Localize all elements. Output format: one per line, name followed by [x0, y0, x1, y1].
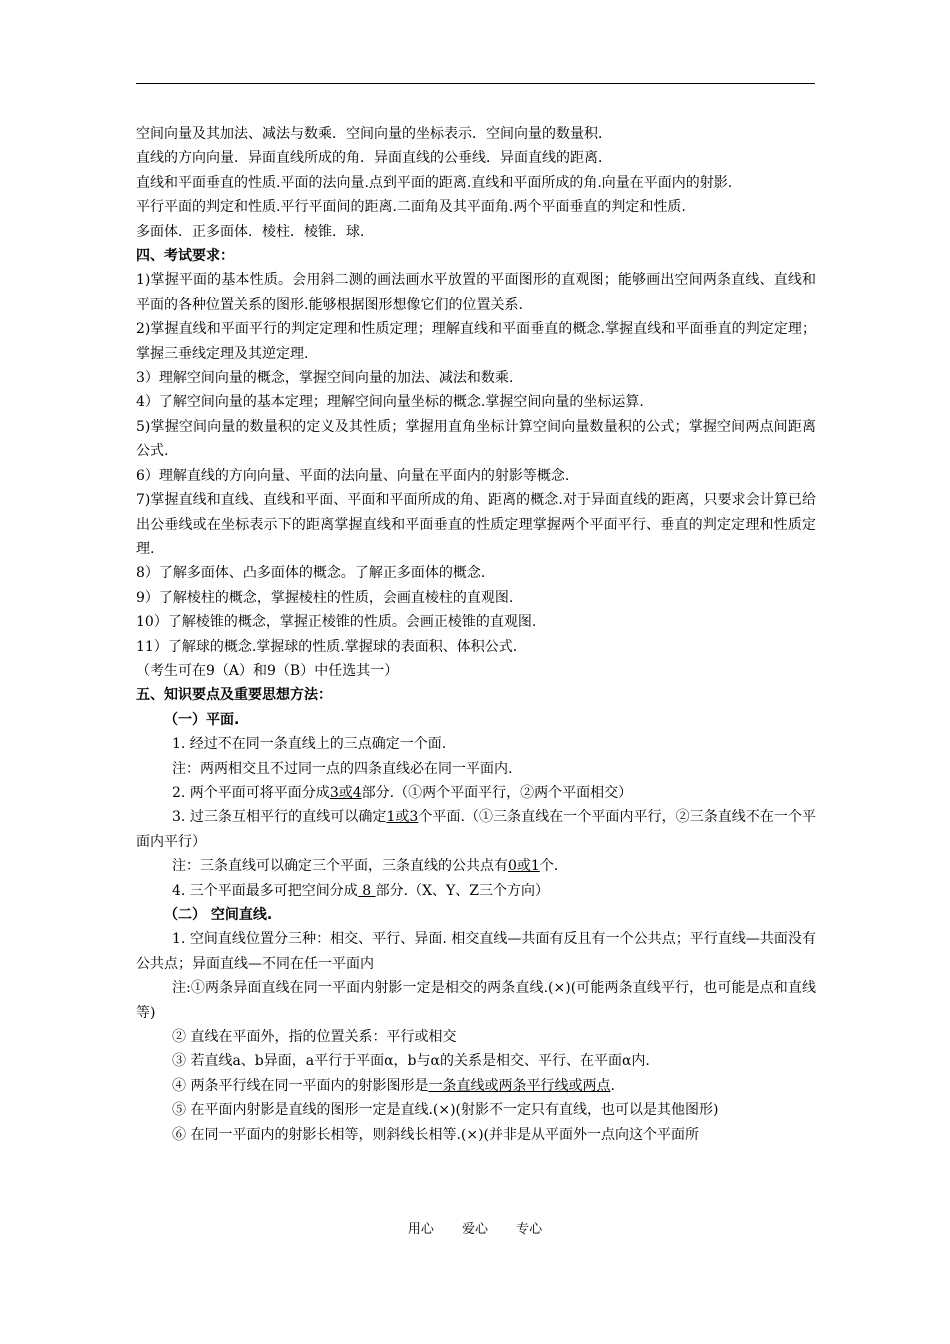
point-1: 1. 经过不在同一条直线上的三点确定一个面.: [172, 736, 447, 753]
requirement-item: 4）了解空间向量的基本定理；理解空间向量坐标的概念.掌握空间向量的坐标运算.: [136, 394, 644, 411]
line-note-1: 注:①两条异面直线在同一平面内射影一定是相交的两条直线.(×)(可能两条直线平行，也可能是点和直线等): [136, 980, 816, 1021]
text-line: 空间向量及其加法、减法与数乘．空间向量的坐标表示．空间向量的数量积．: [136, 126, 612, 142]
line-note-3: ③ 若直线a、b异面，a平行于平面α，b与α的关系是相交、平行、在平面α内.: [172, 1053, 650, 1070]
text-line: 直线的方向向量．异面直线所成的角．异面直线的公垂线．异面直线的距离．: [136, 150, 612, 167]
line-note-6: ⑥ 在同一平面内的射影长相等，则斜线长相等.(×)(并非是从平面外一点向这个平面所: [172, 1126, 700, 1143]
line-point-1: 1. 空间直线位置分三种：相交、平行、异面. 相交直线—共面有反且有一个公共点；平行直线—共面没有公共点；异面直线—不同在任一平面内: [136, 931, 816, 972]
header-rule: [136, 83, 815, 84]
requirement-item: 10）了解棱锥的概念，掌握正棱锥的性质。会画正棱锥的直观图.: [136, 614, 537, 631]
requirement-item: 7)掌握直线和直线、直线和平面、平面和平面所成的角、距离的概念.对于异面直线的距离，只要求会计算已给出公垂线或在坐标表示下的距离掌握直线和平面垂直的性质定理掌握两个平面平行、垂直的判定定理和性质定理.: [136, 492, 816, 557]
section-heading-4: 四、考试要求：: [136, 248, 234, 265]
note-2: 注：三条直线可以确定三个平面，三条直线的公共点有0或1个.: [172, 858, 559, 875]
text-line: 多面体．正多面体．棱柱．棱锥．球．: [136, 223, 374, 240]
page-footer: [0, 1218, 950, 1237]
point-3: 3. 过三条互相平行的直线可以确定1或3个平面.（①三条直线在一个平面内平行，②三条直线不在一个平面内平行）: [136, 809, 816, 850]
requirement-note: （考生可在9（A）和9（B）中任选其一）: [136, 662, 399, 679]
requirement-item: 8）了解多面体、凸多面体的概念。了解正多面体的概念.: [136, 565, 486, 582]
line-note-2: ② 直线在平面外，指的位置关系：平行或相交: [172, 1029, 457, 1046]
requirement-item: 2)掌握直线和平面平行的判定定理和性质定理；理解直线和平面垂直的概念.掌握直线和平面垂直的判定定理；掌握三垂线定理及其逆定理.: [136, 321, 816, 362]
text-line: 直线和平面垂直的性质.平面的法向量.点到平面的距离.直线和平面所成的角.向量在平面内的射影.: [136, 174, 733, 191]
line-note-4: ④ 两条平行线在同一平面内的射影图形是一条直线或两条平行线或两点.: [172, 1077, 615, 1094]
note-1: 注：两两相交且不过同一点的四条直线必在同一平面内.: [172, 760, 513, 777]
footer-word: 用心: [407, 1222, 434, 1237]
requirement-item: 11）了解球的概念.掌握球的性质.掌握球的表面积、体积公式.: [136, 638, 518, 655]
point-4: 4. 三个平面最多可把空间分成 8 部分.（X、Y、Z三个方向）: [172, 882, 550, 899]
requirement-item: 5)掌握空间向量的数量积的定义及其性质；掌握用直角坐标计算空间向量数量积的公式；掌握空间两点间距离公式.: [136, 418, 816, 460]
requirement-item: 1)掌握平面的基本性质。会用斜二测的画法画水平放置的平面图形的直观图；能够画出空间两条直线、直线和平面的各种位置关系的图形.能够根据图形想像它们的位置关系.: [136, 272, 816, 313]
footer-word: 爱心: [461, 1222, 488, 1237]
document-body: [136, 122, 816, 1147]
point-2: 2. 两个平面可将平面分成3或4部分.（①两个平面平行，②两个平面相交）: [172, 784, 633, 801]
subsection-title-lines: （二） 空间直线.: [164, 907, 273, 923]
text-line: 平行平面的判定和性质.平行平面间的距离.二面角及其平面角.两个平面垂直的判定和性质.: [136, 199, 686, 216]
requirement-item: 9）了解棱柱的概念，掌握棱柱的性质，会画直棱柱的直观图.: [136, 589, 514, 606]
line-note-5: ⑤ 在平面内射影是直线的图形一定是直线.(×)(射影不一定只有直线，也可以是其他图形): [172, 1102, 719, 1119]
footer-word: 专心: [516, 1222, 543, 1237]
requirement-item: 3）理解空间向量的概念，掌握空间向量的加法、减法和数乘.: [136, 370, 514, 387]
section-heading-5: 五、知识要点及重要思想方法：: [136, 687, 332, 704]
requirement-item: 6）理解直线的方向向量、平面的法向量、向量在平面内的射影等概念.: [136, 467, 570, 484]
subsection-title-plane: （一）平面.: [164, 711, 240, 728]
